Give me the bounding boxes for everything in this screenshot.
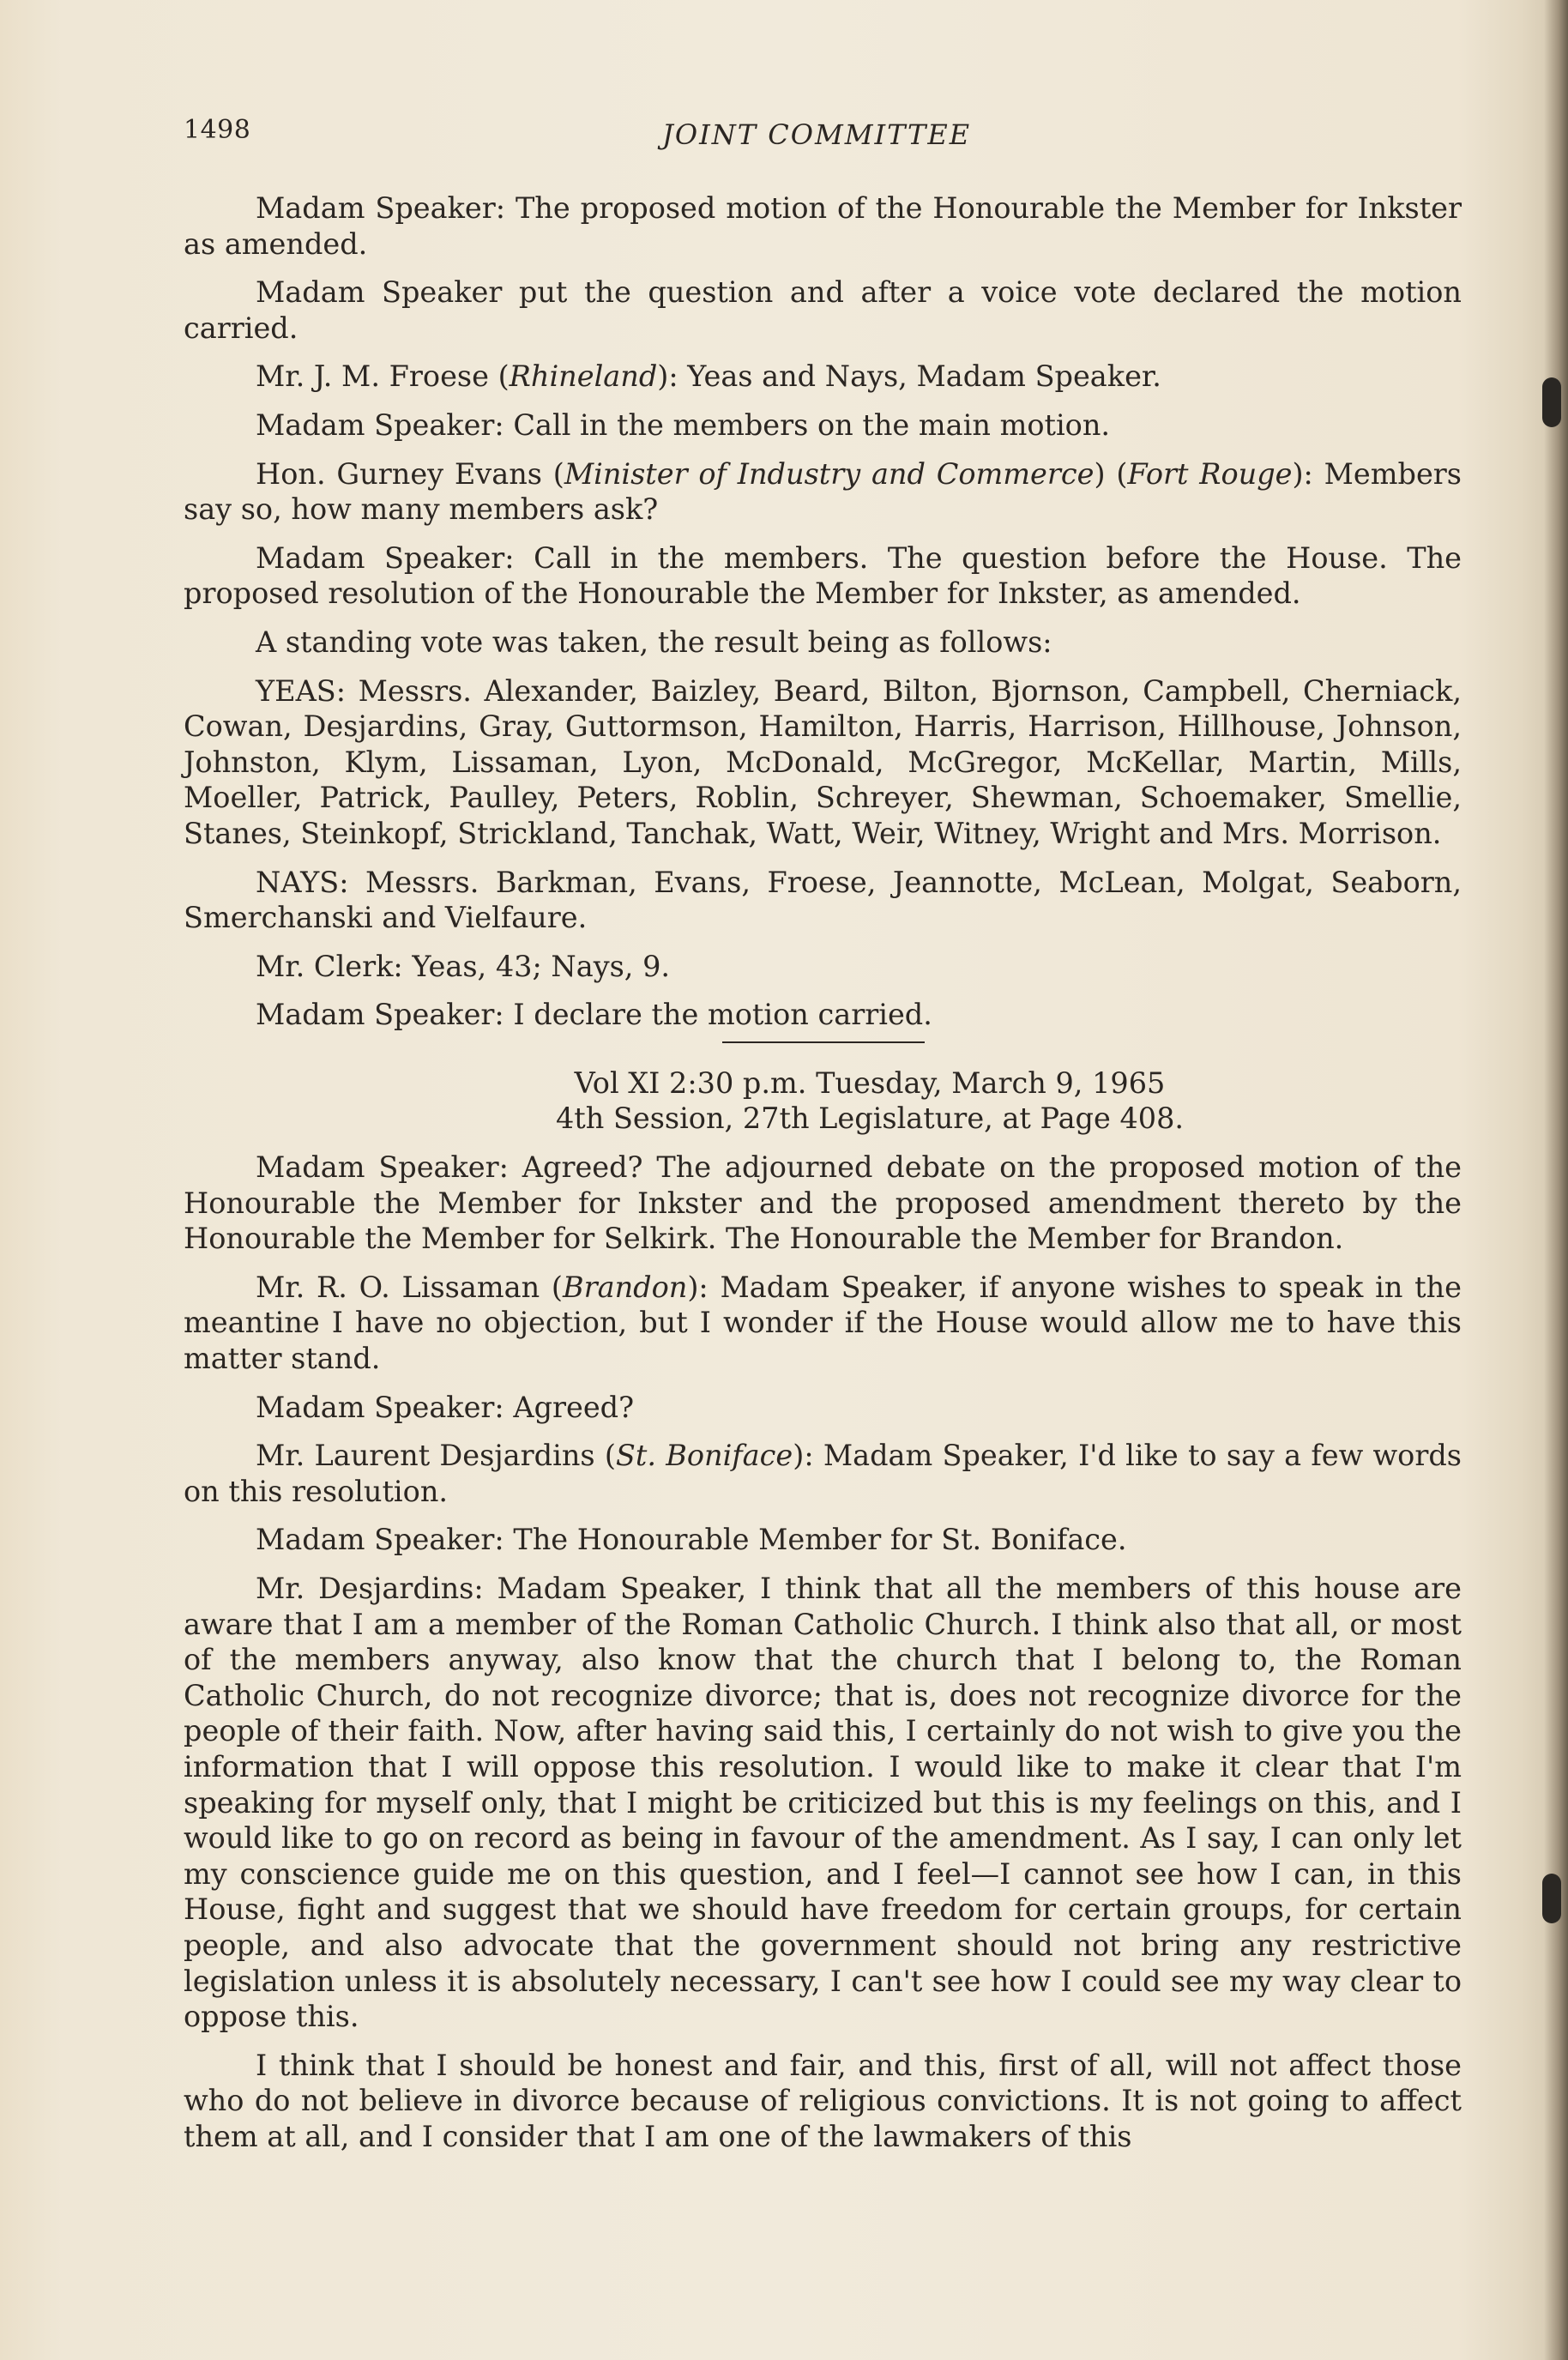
binding-edge-shadow	[1544, 0, 1568, 2360]
speech-text: ): Members say so, how many members ask?	[184, 456, 1462, 527]
vote-yeas: YEAS: Messrs. Alexander, Baizley, Beard, Bilton, Bjornson, Campbell, Cherniack, Cowan, Desjardins, Gray, Guttormson, Hamilton, Harris, Harrison, Hillhouse, Johnson, Johnston, Klym, Lissaman, Lyon, McDonald, McGregor, McKellar, Martin, Mills, Moeller, Patrick, Paulley, Peters, Roblin, Schreyer, Shewman, Schoemaker, Smellie, Stanes, Steinkopf, Strickland, Tanchak, Watt, Weir, Witney, Wright and Mrs. Morrison.	[184, 673, 1462, 850]
speaker-text: Mr. J. M. Froese (	[256, 359, 510, 394]
paragraph: A standing vote was taken, the result being as follows:	[256, 625, 1052, 659]
session-line: 4th Session, 27th Legislature, at Page 408.	[555, 1102, 1185, 1136]
speaker-text: Mr. Laurent Desjardins (	[256, 1439, 616, 1473]
section-divider	[722, 1041, 925, 1043]
running-head: JOINT COMMITTEE	[662, 118, 972, 151]
paragraph: Mr. Desjardins: Madam Speaker, I think that all the members of this house are aware that I am a member of the Roman Catholic Church. I think also that all, or most of the members anyway, also know that the church that I belong to, the Roman Catholic Church, do not recognize divorce; that is, does not recognize divorce for the people of their faith. Now, after having said this, I certainly do not wish to give you the information that I will oppose this resolution. I would like to make it clear that I'm speaking for myself only, that I might be criticized but this is my feelings on this, and I would like to go on record as being in favour of the amendment. As I say, I can only let my conscience guide me on this question, and I feel—I cannot see how I can, in this House, fight and suggest that we should have freedom for certain groups, for certain people, and also advocate that the government should not bring any restrictive legislation unless it is absolutely necessary, I can't see how I could see my way clear to oppose this.	[184, 1572, 1462, 2034]
paragraph: Madam Speaker: The Honourable Member for St. Boniface.	[256, 1523, 1127, 1557]
paragraph: Madam Speaker put the question and after a voice vote declared the motion carried.	[184, 275, 1462, 345]
session-line: Vol XI 2:30 p.m. Tuesday, March 9, 1965	[574, 1065, 1166, 1100]
paragraph	[184, 1438, 1462, 1509]
constituency: St. Boniface	[615, 1439, 793, 1473]
speech-text: ): Madam Speaker, I'd like to say a few words on this resolution.	[184, 1439, 1462, 1508]
vote-nays: NAYS: Messrs. Barkman, Evans, Froese, Jeannotte, McLean, Molgat, Seaborn, Smerchanski and Vielfaure.	[184, 865, 1462, 935]
constituency: Rhineland	[509, 359, 658, 394]
constituency: Fort Rouge	[1127, 456, 1293, 491]
speaker-text: Hon. Gurney Evans (	[256, 456, 564, 491]
constituency: Brandon	[562, 1270, 688, 1304]
page-body	[184, 190, 1462, 2155]
paragraph: Madam Speaker: Call in the members on the main motion.	[256, 407, 1111, 442]
binder-hole-top	[1542, 377, 1561, 427]
page-header	[184, 115, 1462, 160]
session-reference	[184, 1065, 1462, 1137]
page-number: 1498	[184, 115, 251, 145]
paragraph: Madam Speaker: I declare the motion carried.	[256, 998, 932, 1032]
paragraph: I think that I should be honest and fair, and this, first of all, will not affect those who do not believe in divorce because of religious convictions. It is not going to affect them at all, and I consider that I am one of the lawmakers of this	[184, 2048, 1462, 2153]
ministry: Minister of Industry and Commerce	[564, 456, 1095, 491]
speech-text: ): Madam Speaker, if anyone wishes to speak in the meantine I have no objection, but I wonder if the House would allow me to have this matter stand.	[184, 1270, 1462, 1376]
paragraph	[184, 1270, 1462, 1377]
paragraph: Madam Speaker: Agreed? The adjourned debate on the proposed motion of the Honourable the Member for Inkster and the proposed amendment thereto by the Honourable the Member for Selkirk. The Honourable the Member for Brandon.	[184, 1150, 1462, 1256]
binder-hole-bottom	[1542, 1874, 1561, 1923]
speaker-text: Mr. R. O. Lissaman (	[256, 1270, 563, 1304]
vote-tally: Mr. Clerk: Yeas, 43; Nays, 9.	[256, 949, 671, 983]
paragraph	[184, 359, 1462, 395]
paragraph	[184, 456, 1462, 528]
separator-text: ) (	[1094, 456, 1128, 491]
paragraph: Madam Speaker: Agreed?	[256, 1390, 635, 1424]
paragraph: Madam Speaker: The proposed motion of the Honourable the Member for Inkster as amended.	[184, 191, 1462, 261]
paragraph: Madam Speaker: Call in the members. The question before the House. The proposed resolution of the Honourable the Member for Inkster, as amended.	[184, 540, 1462, 611]
speech-text: ): Yeas and Nays, Madam Speaker.	[657, 359, 1161, 394]
